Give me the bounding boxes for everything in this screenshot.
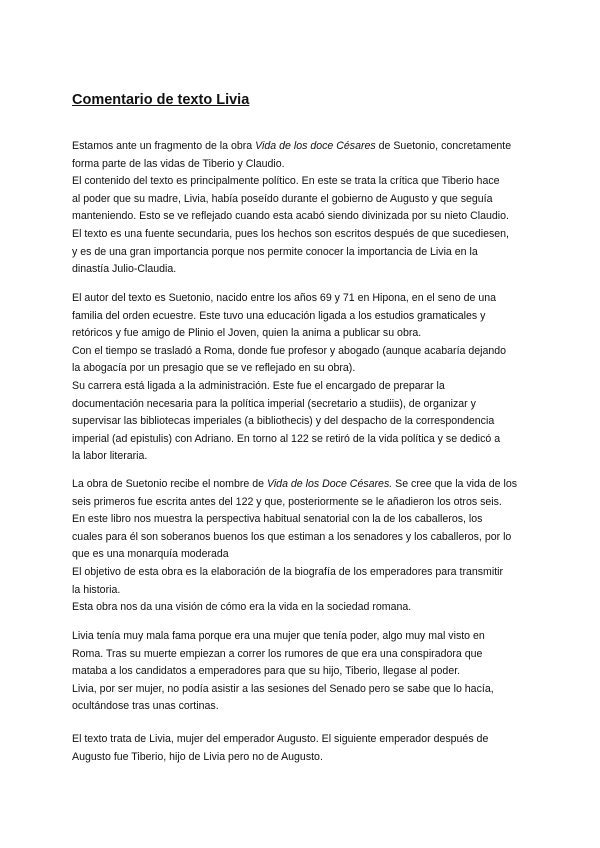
- text-run: seis primeros fue escrita antes del 122 y que, posteriormente se le añadieron los otros seis.: [72, 495, 502, 508]
- text-line: [72, 494, 542, 512]
- text-run: En este libro nos muestra la perspectiva habitual senatorial con la de los caballeros, los: [72, 513, 483, 526]
- text-run: El texto trata de Livia, mujer del emperador Augusto. El siguiente emperador después de: [72, 733, 489, 745]
- paragraph-intro: [72, 138, 542, 279]
- text-line: [72, 244, 542, 262]
- text-run: al poder que su madre, Livia, había poseído durante el gobierno de Augusto y que seguía: [72, 192, 493, 205]
- text-line: [72, 448, 542, 466]
- text-run: forma parte de las vidas de Tiberio y Claudio.: [72, 157, 285, 170]
- text-run: Livia, por ser mujer, no podía asistir a las sesiones del Senado pero se sabe que lo hacía,: [72, 682, 494, 695]
- text-run: dinastía Julio-Claudia.: [72, 263, 177, 276]
- text-run: supervisar las bibliotecas imperiales (a bibliothecis) y del despacho de la correspondencia: [72, 415, 495, 428]
- text-run: imperial (ad epistulis) con Adriano. En torno al 122 se retiró de la vida política y se dedicó a: [72, 432, 501, 445]
- text-run: retóricos y fue amigo de Plinio el Joven, quien la anima a publicar su obra.: [72, 327, 422, 340]
- paragraph-livia: [72, 628, 542, 716]
- text-run: cuales para él son soberanos buenos los que estiman a los senadores y los caballeros, por lo: [72, 530, 512, 543]
- text-line: [72, 138, 542, 156]
- text-line: [72, 582, 542, 600]
- text-line: [72, 431, 542, 449]
- italic-title: Vida de los Doce Césares.: [266, 478, 393, 490]
- text-line: [72, 191, 542, 209]
- text-run: Se cree que la vida de los: [392, 478, 518, 490]
- text-line: [72, 731, 542, 749]
- text-line: [72, 681, 542, 699]
- text-run: El autor del texto es Suetonio, nacido entre los años 69 y 71 en Hipona, en el seno de una: [72, 292, 497, 304]
- text-line: [72, 360, 542, 378]
- text-run: ocultándose tras unas cortinas.: [72, 700, 219, 713]
- text-line: [72, 226, 542, 244]
- text-run: y es de una gran importancia porque nos permite conocer la importancia de Livia en la: [72, 245, 478, 258]
- text-line: [72, 599, 542, 617]
- document-title: Comentario de texto Livia: [72, 92, 250, 108]
- paragraph-author: [72, 290, 542, 466]
- text-line: [72, 511, 542, 529]
- text-line: [72, 325, 542, 343]
- text-run: manteniendo. Esto se ve reflejado cuando esta acabó siendo divinizada por su nieto Claudio.: [72, 210, 509, 223]
- text-line: [72, 413, 542, 431]
- text-line: [72, 156, 542, 174]
- text-run: La obra de Suetonio recibe el nombre de: [72, 478, 267, 490]
- text-line: [72, 663, 542, 681]
- text-run: Su carrera está ligada a la administración. Este fue el encargado de preparar la: [72, 379, 445, 392]
- text-run: Esta obra nos da una visión de cómo era la vida en la sociedad romana.: [72, 601, 412, 614]
- text-run: familia del orden ecuestre. Este tuvo una educación ligada a los estudios gramaticales y: [72, 309, 486, 322]
- paragraph-work: [72, 476, 542, 617]
- text-line: [72, 396, 542, 414]
- text-line: [72, 173, 542, 191]
- text-run: documentación necesaria para la política imperial (secretario a studiis), de organizar y: [72, 397, 476, 410]
- text-line: [72, 546, 542, 564]
- text-run: Livia tenía muy mala fama porque era una mujer que tenía poder, algo muy mal visto en: [72, 630, 485, 642]
- text-run: la historia.: [72, 583, 121, 596]
- text-line: [72, 564, 542, 582]
- text-run: Estamos ante un fragmento de la obra: [72, 140, 256, 152]
- text-run: Augusto fue Tiberio, hijo de Livia pero no de Augusto.: [72, 750, 323, 763]
- text-line: [72, 749, 542, 767]
- text-line: [72, 628, 542, 646]
- text-run: de Suetonio, concretamente: [375, 140, 512, 152]
- text-line: [72, 290, 542, 308]
- paragraph-conclusion: [72, 731, 542, 766]
- text-line: [72, 261, 542, 279]
- italic-title: Vida de los doce Césares: [255, 140, 376, 152]
- text-run: que es una monarquía moderada: [72, 548, 229, 561]
- text-run: El objetivo de esta obra es la elaboración de la biografía de los emperadores para transmitir: [72, 565, 504, 578]
- text-line: [72, 476, 542, 494]
- text-run: Con el tiempo se trasladó a Roma, donde fue profesor y abogado (aunque acabaría dejando: [72, 344, 507, 357]
- text-line: [72, 646, 542, 664]
- text-run: El contenido del texto es principalmente político. En este se trata la crítica que Tiberio hace: [72, 175, 500, 188]
- text-run: la abogacía por un presagio que se ve reflejado en su obra).: [72, 362, 356, 375]
- text-run: la labor literaria.: [72, 450, 148, 463]
- text-line: [72, 698, 542, 716]
- text-line: [72, 208, 542, 226]
- text-run: mataba a los candidatos a emperadores para que su hijo, Tiberio, llegase al poder.: [72, 665, 461, 678]
- text-run: Roma. Tras su muerte empiezan a correr los rumores de que era una conspiradora que: [72, 647, 483, 660]
- text-line: [72, 308, 542, 326]
- text-line: [72, 343, 542, 361]
- text-line: [72, 529, 542, 547]
- text-run: El texto es una fuente secundaria, pues los hechos son escritos después de que sucediesen,: [72, 227, 509, 240]
- text-line: [72, 378, 542, 396]
